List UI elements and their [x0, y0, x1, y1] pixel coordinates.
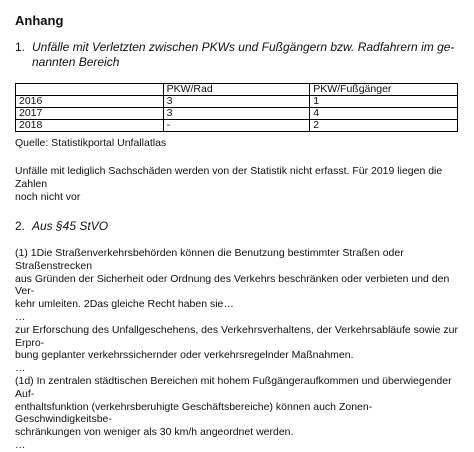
table-cell-year: 2017 — [16, 108, 164, 120]
section1-title-line2: nannten Bereich — [32, 55, 120, 69]
note-line: noch nicht vor — [15, 191, 81, 203]
law-line: … — [15, 438, 26, 451]
law-line: (1d) In zentralen städtischen Bereichen mit hohem Fußgängeraufkommen und überwiegender Auf- — [15, 374, 452, 400]
law-line: schränkungen von weniger als 30 km/h angeordnet werden. — [15, 426, 294, 439]
table-source: Quelle: Statistikportal Unfallatlas — [15, 137, 167, 149]
table-header-cell: PKW/Fußgänger — [310, 84, 458, 96]
law-line: … — [15, 362, 26, 375]
table-cell: 1 — [310, 96, 458, 108]
section2-heading — [15, 219, 108, 233]
section1-number: 1. — [15, 40, 26, 54]
table-row — [16, 96, 458, 108]
table-header-row — [16, 84, 458, 96]
table-cell-year: 2016 — [16, 96, 164, 108]
table-header-cell: PKW/Rad — [163, 84, 310, 96]
table-cell: - — [163, 120, 310, 132]
note-line: Unfälle mit lediglich Sachschäden werden von der Statistik nicht erfasst. Für 2019 liegen die Zahlen — [15, 165, 443, 190]
table-cell-year: 2018 — [16, 120, 164, 132]
section1-title-line1: Unfälle mit Verletzten zwischen PKWs und Fußgängern bzw. Radfahrern im ge- — [32, 40, 455, 54]
law-line: aus Gründen der Sicherheit oder Ordnung des Verkehrs beschränken oder verbieten und den Ver- — [15, 272, 450, 298]
law-line: bung geplanter verkehrssichernder oder verkehrsregelnder Maßnahmen. — [15, 349, 354, 362]
section2-title: Aus §45 StVO — [32, 219, 109, 233]
law-line: zur Erforschung des Unfallgeschehens, des Verkehrsverhaltens, der Verkehrsabläufe sowie zur Erpro- — [15, 323, 458, 349]
table-cell: 3 — [163, 96, 310, 108]
table-row — [16, 108, 458, 120]
section2-number: 2. — [15, 219, 26, 233]
table-row — [16, 120, 458, 132]
law-line: enthaltsfunktion (verkehrsberuhigte Geschäftsbereiche) können auch Zonen-Geschwindigkeitsbe- — [15, 400, 373, 426]
page-heading: Anhang — [15, 13, 64, 28]
table-cell: 3 — [163, 108, 310, 120]
law-line: … — [15, 310, 26, 323]
table-header-cell — [16, 84, 164, 96]
law-line: kehr umleiten. 2Das gleiche Recht haben sie… — [15, 298, 234, 311]
table-cell: 2 — [310, 120, 458, 132]
accident-table — [15, 83, 458, 132]
section1-heading — [15, 40, 460, 70]
law-line: (1) 1Die Straßenverkehrsbehörden können die Benutzung bestimmter Straßen oder Straßenstrecken — [15, 247, 404, 272]
law-excerpt — [15, 247, 460, 452]
statistics-note — [15, 165, 460, 204]
table-cell: 4 — [310, 108, 458, 120]
